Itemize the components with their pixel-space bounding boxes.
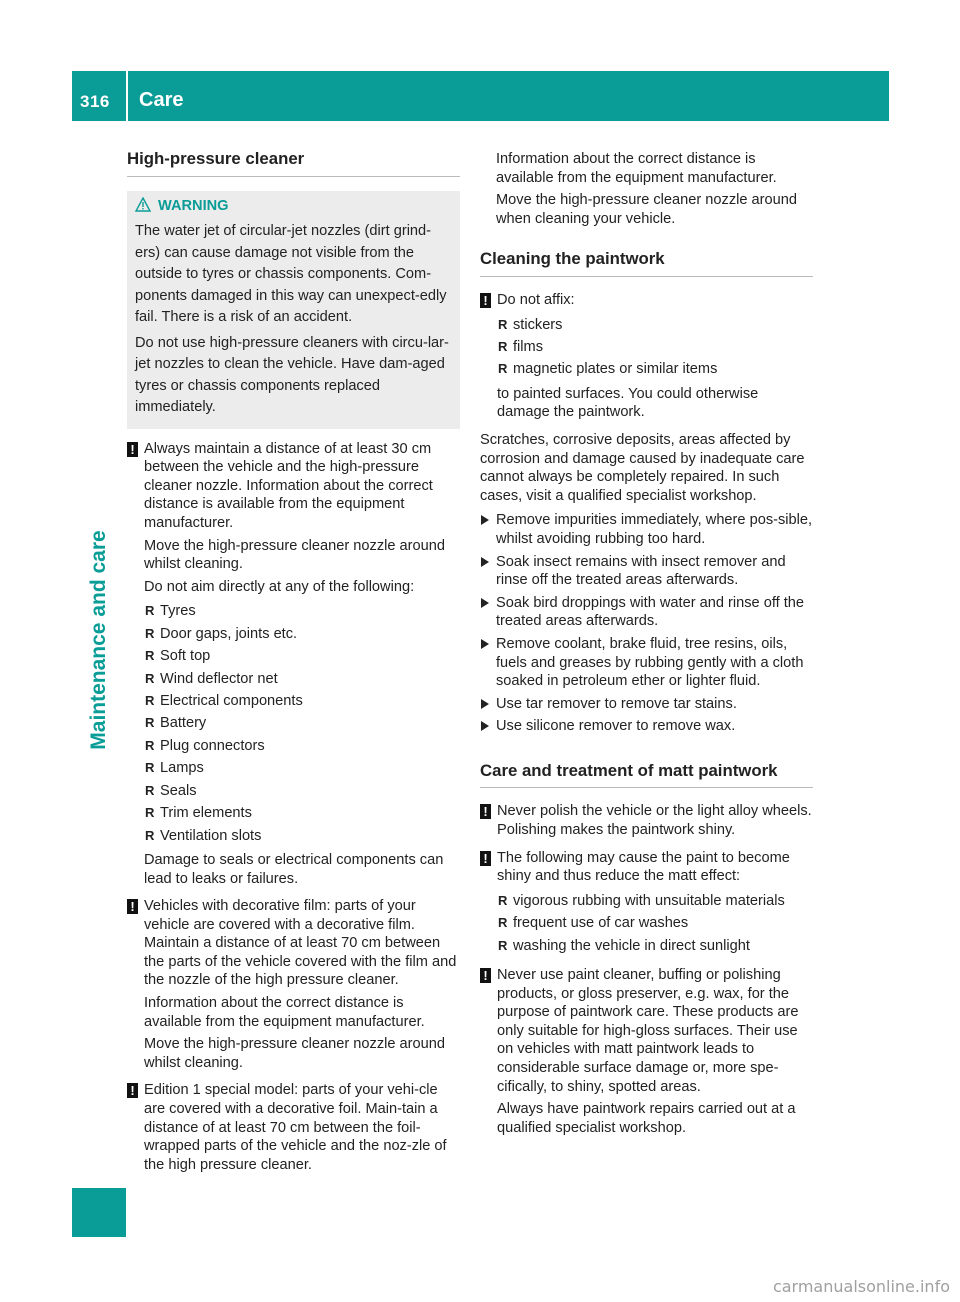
header-divider [126,71,128,121]
list-item: R Plug connectors [144,735,460,757]
note-text: Always maintain a distance of at least 30 cm between the vehicle and the high-pressure cleaner nozzle. Information about the correct distance is available from the equipment manufacturer. [144,440,433,532]
list-item: R Trim elements [144,802,460,824]
list-item: R stickers [497,314,813,336]
note-text: Always have paintwork repairs carried out at a qualified specialist workshop. [497,1101,796,1136]
warning-label: WARNING [158,197,229,214]
note-text: Move the high-pressure cleaner nozzle around whilst cleaning. [144,1036,445,1071]
note-never-polish [480,802,813,839]
step-item: Use silicone remover to remove wax. [480,717,813,736]
exclamation-icon: ! [480,851,491,866]
page-number: 316 [80,92,110,111]
section-title: Care [139,89,184,111]
side-chapter-label: Maintenance and care [87,530,110,750]
heading-high-pressure-cleaner: High-pressure cleaner [127,150,460,177]
list-item: R Electrical components [144,690,460,712]
step-arrow-icon [481,557,489,567]
note-edition-1 [127,1081,460,1174]
step-arrow-icon [481,699,489,709]
step-item: Use tar remover to remove tar stains. [480,695,813,714]
page-header [72,71,889,121]
exclamation-icon: ! [480,968,491,983]
note-text: Do not aim directly at any of the following: [144,578,415,595]
shiny-causes-list [497,890,813,957]
note-text: Damage to seals or electrical components can lead to leaks or failures. [144,851,444,887]
list-item: R films [497,336,813,358]
note-no-paint-cleaner [480,966,813,1137]
warning-text-1: The water jet of circular-jet nozzles (dirt grind-ers) can cause damage not visible from the outside to tyres or chassis components. Com-ponents damaged in this way can unexpect-edly fail. There is a risk of an accident. [135,223,447,326]
exclamation-icon: ! [127,442,138,457]
list-item: R Wind deflector net [144,668,460,690]
right-column [480,150,813,1146]
step-item: Soak insect remains with insect remover and rinse off the treated areas afterwards. [480,553,813,590]
note-text: The following may cause the paint to become shiny and thus reduce the matt effect: [497,849,790,885]
note-distance [127,440,460,888]
note-text: Do not affix: [497,291,575,308]
continued-text: Move the high-pressure cleaner nozzle around when cleaning your vehicle. [496,192,797,227]
list-item: R Seals [144,780,460,802]
step-arrow-icon [481,639,489,649]
exclamation-icon: ! [480,804,491,819]
list-item: R vigorous rubbing with unsuitable materials [497,890,813,912]
heading-cleaning-paintwork: Cleaning the paintwork [480,250,813,277]
list-item: R Ventilation slots [144,825,460,847]
step-item: Remove impurities immediately, where pos-sible, whilst avoiding rubbing too hard. [480,511,813,548]
step-item: Soak bird droppings with water and rinse off the treated areas afterwards. [480,594,813,631]
list-item: R washing the vehicle in direct sunlight [497,935,813,957]
exclamation-icon: ! [127,1083,138,1098]
note-text: Vehicles with decorative film: parts of your vehicle are covered with a decorative film. Maintain a distance of at least 70 cm between the parts of the vehicle covered with the film and the nozzle of the high pressure cleaner. [144,898,457,989]
list-item: R Lamps [144,757,460,779]
list-item: R Battery [144,712,460,734]
exclamation-icon: ! [127,899,138,914]
list-item: R frequent use of car washes [497,912,813,934]
step-arrow-icon [481,515,489,525]
note-text: Edition 1 special model: parts of your vehi-cle are covered with a decorative foil. Main-tain a distance of at least 70 cm between the foil-wrapped parts of the vehicle and the noz-zle of the high pressure cleaner. [144,1082,447,1173]
list-item: R magnetic plates or similar items [497,358,813,380]
continued-text: Information about the correct distance is available from the equipment manufacturer. [496,151,777,186]
exclamation-icon: ! [480,293,491,308]
note-text: Move the high-pressure cleaner nozzle around whilst cleaning. [144,537,445,573]
step-item: Remove coolant, brake fluid, tree resins, oils, fuels and greases by rubbing gently with a cloth soaked in petroleum ether or lighter fluid. [480,635,813,691]
note-text: Information about the correct distance is available from the equipment manufacturer. [144,995,425,1030]
list-item: R Door gaps, joints etc. [144,623,460,645]
note-decorative-film [127,897,460,1072]
list-item: R Soft top [144,645,460,667]
affix-list [497,314,813,381]
warning-box [127,191,460,429]
watermark: carmanualsonline.info [772,1277,950,1296]
heading-matt-paintwork: Care and treatment of matt paintwork [480,762,813,789]
warning-title [135,197,452,216]
note-text: to painted surfaces. You could otherwise damage the paintwork. [497,385,759,421]
avoid-list [144,600,460,846]
step-arrow-icon [481,721,489,731]
step-arrow-icon [481,598,489,608]
warning-triangle-icon [135,197,151,212]
note-do-not-affix [480,291,813,422]
paintwork-text: Scratches, corrosive deposits, areas affected by corrosion and damage caused by inadequate care cannot always be completely repaired. In such cases, visit a qualified specialist workshop. [480,431,805,504]
side-tab [72,1188,126,1237]
note-shiny-causes [480,849,813,957]
note-text: Never use paint cleaner, buffing or polishing products, or gloss preserver, e.g. wax, for the purpose of paintwork care. These products are only suitable for high-gloss surfaces. Their use on vehicles with matt paintwork leads to considerable surface damage or, more spe-cifically, to shiny, spotted areas. [497,967,799,1095]
left-column [127,150,460,1183]
warning-text-2: Do not use high-pressure cleaners with circu-lar-jet nozzles to clean the vehicle. Have dam-aged tyres or chassis components replaced immediately. [135,334,449,416]
note-text: Never polish the vehicle or the light alloy wheels. Polishing makes the paintwork shiny. [497,803,812,839]
list-item: R Tyres [144,600,460,622]
